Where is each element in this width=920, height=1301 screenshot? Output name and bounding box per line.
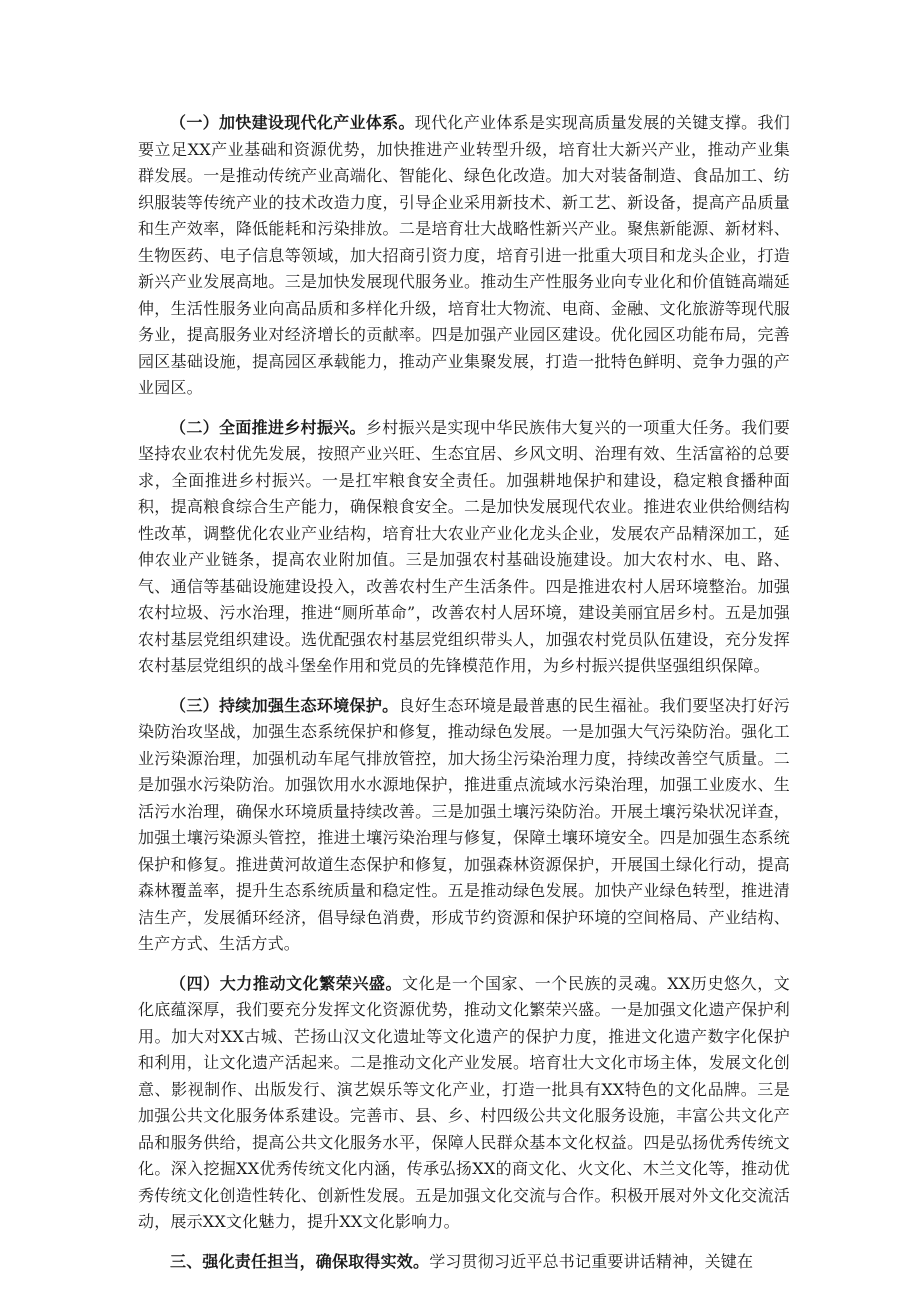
paragraph-body: 学习贯彻习近平总书记重要讲话精神，关键在	[429, 1251, 754, 1271]
paragraph-ecological-protection	[138, 693, 790, 958]
paragraph-heading: 三、强化责任担当，确保取得实效。	[170, 1251, 430, 1271]
paragraph-rural-revitalization	[138, 415, 790, 680]
paragraph-body: 良好生态环境是最普惠的民生福祉。我们要坚决打好污染防治攻坚战，加强生态系统保护和修复，推动绿色发展。一是加强大气污染防治。强化工业污染源治理，加强机动车尾气排放管控，加大扬尘污染治理力度，持续改善空气质量。二是加强水污染防治。加强饮用水水源地保护，推进重点流域水污染治理，加强工业废水、生活污水治理，确保水环境质量持续改善。三是加强土壤污染防治。开展土壤污染状况详查，加强土壤污染源头管控，推进土壤污染治理与修复，保障土壤环境安全。四是加强生态系统保护和修复。推进黄河故道生态保护和修复，加强森林资源保护，开展国土绿化行动，提高森林覆盖率，提升生态系统质量和稳定性。五是推动绿色发展。加快产业绿色转型，推进清洁生产，发展循环经济，倡导绿色消费，形成节约资源和保护环境的空间格局、产业结构、生产方式、生活方式。	[138, 695, 790, 953]
paragraph-heading: （二）全面推进乡村振兴。	[170, 417, 366, 437]
document-page	[138, 110, 790, 1288]
paragraph-cultural-prosperity	[138, 971, 790, 1236]
paragraph-responsibility	[138, 1249, 790, 1276]
paragraph-body: 乡村振兴是实现中华民族伟大复兴的一项重大任务。我们要坚持农业农村优先发展，按照产业兴旺、生态宜居、乡风文明、治理有效、生活富裕的总要求，全面推进乡村振兴。一是扛牢粮食安全责任。加强耕地保护和建设，稳定粮食播种面积，提高粮食综合生产能力，确保粮食安全。二是加快发展现代农业。推进农业供给侧结构性改革，调整优化农业产业结构，培育壮大农业产业化龙头企业，发展农产品精深加工，延伸农业产业链条，提高农业附加值。三是加强农村基础设施建设。加大农村水、电、路、气、通信等基础设施建设投入，改善农村生产生活条件。四是推进农村人居环境整治。加强农村垃圾、污水治理，推进“厕所革命”，改善农村人居环境，建设美丽宜居乡村。五是加强农村基层党组织建设。选优配强农村基层党组织带头人，加强农村党员队伍建设，充分发挥农村基层党组织的战斗堡垒作用和党员的先锋模范作用，为乡村振兴提供坚强组织保障。	[138, 417, 790, 675]
paragraph-body: 现代化产业体系是实现高质量发展的关键支撑。我们要立足XX产业基础和资源优势，加快推进产业转型升级，培育壮大新兴产业，推动产业集群发展。一是推动传统产业高端化、智能化、绿色化改造。加大对装备制造、食品加工、纺织服装等传统产业的技术改造力度，引导企业采用新技术、新工艺、新设备，提高产品质量和生产效率，降低能耗和污染排放。二是培育壮大战略性新兴产业。聚焦新能源、新材料、生物医药、电子信息等领域，加大招商引资力度，培育引进一批重大项目和龙头企业，打造新兴产业发展高地。三是加快发展现代服务业。推动生产性服务业向专业化和价值链高端延伸，生活性服务业向高品质和多样化升级，培育壮大物流、电商、金融、文化旅游等现代服务业，提高服务业对经济增长的贡献率。四是加强产业园区建设。优化园区功能布局，完善园区基础设施，提高园区承载能力，推动产业集聚发展，打造一批特色鲜明、竞争力强的产业园区。	[138, 113, 790, 397]
paragraph-industry-system	[138, 110, 790, 402]
paragraph-heading: （四）大力推动文化繁荣兴盛。	[170, 973, 403, 993]
paragraph-heading: （三）持续加强生态环境保护。	[170, 695, 399, 715]
paragraph-body: 文化是一个国家、一个民族的灵魂。XX历史悠久，文化底蕴深厚，我们要充分发挥文化资源优势，推动文化繁荣兴盛。一是加强文化遗产保护利用。加大对XX古城、芒扬山汉文化遗址等文化遗产的保护力度，推进文化遗产数字化保护和利用，让文化遗产活起来。二是推动文化产业发展。培育壮大文化市场主体，发展文化创意、影视制作、出版发行、演艺娱乐等文化产业，打造一批具有XX特色的文化品牌。三是加强公共文化服务体系建设。完善市、县、乡、村四级公共文化服务设施，丰富公共文化产品和服务供给，提高公共文化服务水平，保障人民群众基本文化权益。四是弘扬优秀传统文化。深入挖掘XX优秀传统文化内涵，传承弘扬XX的商文化、火文化、木兰文化等，推动优秀传统文化创造性转化、创新性发展。五是加强文化交流与合作。积极开展对外文化交流活动，展示XX文化魅力，提升XX文化影响力。	[138, 973, 790, 1231]
paragraph-heading: （一）加快建设现代化产业体系。	[170, 113, 415, 132]
